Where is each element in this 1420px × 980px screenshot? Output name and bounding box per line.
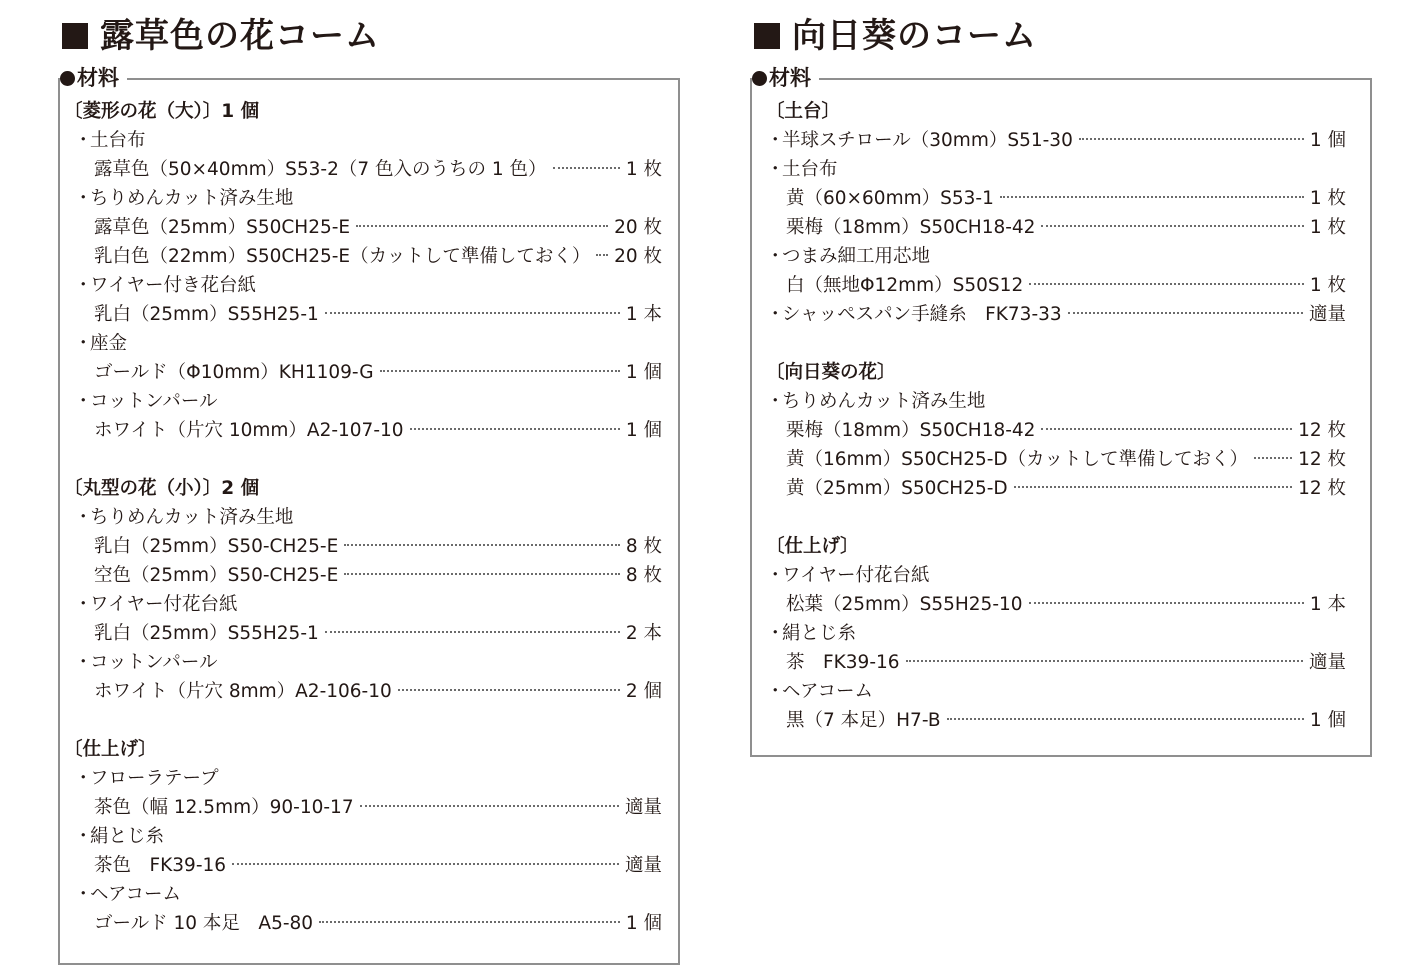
- material-category: [750, 387, 1376, 416]
- material-item-name: 黄（60×60mm）S53-1: [786, 188, 994, 209]
- material-category-label: フローラテープ: [90, 768, 219, 789]
- dotted-leader: [1000, 196, 1304, 198]
- material-category-label: コットンパール: [90, 652, 218, 673]
- materials-label: [60, 64, 127, 92]
- section-title-text: 露草色の花コーム: [100, 16, 380, 56]
- material-item-name: 乳白（25mm）S55H25-1: [94, 623, 319, 644]
- material-item-name: 黄（16mm）S50CH25-D（カットして準備しておく）: [786, 449, 1248, 470]
- dotted-leader: [356, 225, 608, 227]
- material-item: [58, 300, 662, 329]
- group-heading: 〔丸型の花（小）〕2 個: [64, 478, 260, 499]
- material-item: [750, 184, 1346, 213]
- material-quantity: 8 枚: [625, 565, 662, 586]
- material-quantity: 1 個: [625, 913, 662, 934]
- material-item-name: 空色（25mm）S50-CH25-E: [94, 565, 339, 586]
- title-square-icon: [62, 23, 88, 49]
- material-item-name: 栗梅（18mm）S50CH18-42: [786, 217, 1036, 238]
- bullet-dot-icon: ・: [74, 333, 93, 354]
- material-category: [58, 387, 684, 416]
- materials-label-text: 材料: [769, 66, 811, 90]
- dotted-leader: [1254, 457, 1292, 459]
- dotted-leader: [1014, 486, 1292, 488]
- material-category: [58, 764, 684, 793]
- material-quantity: 20 枚: [614, 217, 662, 238]
- bullet-dot-icon: ・: [74, 130, 93, 151]
- bullet-dot-icon: ・: [766, 246, 785, 267]
- material-quantity: 12 枚: [1298, 478, 1346, 499]
- material-category: [58, 184, 684, 213]
- material-item: [750, 590, 1346, 619]
- material-quantity: 8 枚: [625, 536, 662, 557]
- material-category-label: 土台布: [782, 159, 838, 180]
- dotted-leader: [1079, 138, 1304, 140]
- material-item: [58, 561, 662, 590]
- material-category-label: ちりめんカット済み生地: [782, 391, 986, 412]
- material-category-label: ちりめんカット済み生地: [90, 188, 294, 209]
- material-item: [750, 300, 1346, 329]
- material-category: [58, 329, 684, 358]
- bullet-dot-icon: ・: [74, 768, 93, 789]
- group-heading: 〔菱形の花（大）〕1 個: [64, 101, 260, 122]
- group-heading: 〔仕上げ〕: [766, 536, 859, 557]
- bullet-dot-icon: ・: [766, 623, 785, 644]
- bullet-dot-icon: ・: [766, 681, 785, 702]
- material-category: [750, 155, 1376, 184]
- material-category-label: 座金: [90, 333, 128, 354]
- material-quantity: 1 個: [625, 362, 662, 383]
- material-item-name: 露草色（25mm）S50CH25-E: [94, 217, 351, 238]
- material-quantity: 適量: [1308, 652, 1346, 673]
- group-heading: 〔仕上げ〕: [64, 739, 157, 760]
- material-item: [750, 416, 1346, 445]
- material-item-name: ホワイト（片穴 8mm）A2-106-10: [94, 681, 392, 702]
- section-title: [754, 16, 1037, 56]
- material-item-name: 乳白（25mm）S55H25-1: [94, 304, 319, 325]
- materials-label-text: 材料: [77, 66, 119, 90]
- material-category-label: ちりめんカット済み生地: [90, 507, 294, 528]
- material-item: [750, 213, 1346, 242]
- bullet-dot-icon: ・: [74, 652, 93, 673]
- material-item: [750, 271, 1346, 300]
- material-item-name: シャッペスパン手縫糸 FK73-33: [782, 304, 1062, 325]
- material-quantity: 1 枚: [1309, 275, 1346, 296]
- material-item-name: 半球スチロール（30mm）S51-30: [782, 130, 1073, 151]
- material-quantity: 20 枚: [614, 246, 662, 267]
- group-heading: 〔向日葵の花〕: [766, 362, 896, 383]
- dotted-leader: [410, 428, 620, 430]
- material-item-name: 露草色（50×40mm）S53-2（7 色入のうちの 1 色）: [94, 159, 547, 180]
- bullet-dot-icon: ・: [74, 391, 93, 412]
- dotted-leader: [360, 805, 619, 807]
- material-category: [58, 503, 684, 532]
- material-quantity: 12 枚: [1298, 449, 1346, 470]
- material-item-name: 茶色（幅 12.5mm）90-10-17: [94, 797, 354, 818]
- dotted-leader: [344, 573, 620, 575]
- material-item-name: ゴールド（Φ10mm）KH1109-G: [94, 362, 374, 383]
- section-title-text: 向日葵のコーム: [792, 16, 1037, 56]
- material-item-name: 乳白色（22mm）S50CH25-E（カットして準備しておく）: [94, 246, 591, 267]
- material-category: [58, 822, 684, 851]
- bullet-dot-icon: ・: [74, 884, 93, 905]
- material-quantity: 適量: [624, 797, 662, 818]
- material-quantity: 1 個: [1309, 130, 1346, 151]
- material-item: [750, 445, 1346, 474]
- bullet-circle-icon: [60, 71, 75, 86]
- material-category-label: ワイヤー付き花台紙: [90, 275, 256, 296]
- material-item: [58, 909, 662, 938]
- material-item-name: 茶 FK39-16: [786, 652, 900, 673]
- dotted-leader: [906, 660, 1303, 662]
- material-item: [58, 619, 662, 648]
- bullet-circle-icon: [752, 71, 767, 86]
- material-quantity: 1 個: [1309, 710, 1346, 731]
- dotted-leader: [1041, 225, 1303, 227]
- material-item: [58, 851, 662, 880]
- dotted-leader: [325, 631, 620, 633]
- dotted-leader: [596, 254, 608, 256]
- material-quantity: 1 枚: [625, 159, 662, 180]
- section-title: [62, 16, 380, 56]
- material-item-name: 白（無地Φ12mm）S50S12: [786, 275, 1024, 296]
- bullet-dot-icon: ・: [74, 275, 93, 296]
- material-category: [750, 242, 1376, 271]
- material-category-label: ヘアコーム: [90, 884, 182, 905]
- material-item-name: ホワイト（片穴 10mm）A2-107-10: [94, 420, 404, 441]
- material-item-name: 黄（25mm）S50CH25-D: [786, 478, 1008, 499]
- material-item: [58, 793, 662, 822]
- material-item: [750, 648, 1346, 677]
- spacer: [750, 503, 1376, 532]
- material-item-name: 松葉（25mm）S55H25-10: [786, 594, 1023, 615]
- material-item: [750, 474, 1346, 503]
- material-item-name: 乳白（25mm）S50-CH25-E: [94, 536, 339, 557]
- material-item-name: 黒（7 本足）H7-B: [786, 710, 941, 731]
- material-category-label: ワイヤー付花台紙: [90, 594, 238, 615]
- material-category: [58, 126, 684, 155]
- material-category: [750, 619, 1376, 648]
- materials-list: [58, 97, 684, 938]
- material-item: [58, 242, 662, 271]
- material-item: [58, 155, 662, 184]
- bullet-dot-icon: ・: [766, 565, 785, 586]
- material-item-name: ゴールド 10 本足 A5-80: [94, 913, 314, 934]
- material-category: [58, 880, 684, 909]
- spacer: [58, 445, 684, 474]
- material-item-name: 栗梅（18mm）S50CH18-42: [786, 420, 1036, 441]
- material-category-label: ヘアコーム: [782, 681, 874, 702]
- material-quantity: 1 本: [1309, 594, 1346, 615]
- dotted-leader: [380, 370, 620, 372]
- material-category-label: コットンパール: [90, 391, 218, 412]
- material-item: [58, 416, 662, 445]
- material-quantity: 1 個: [625, 420, 662, 441]
- bullet-dot-icon: ・: [766, 391, 785, 412]
- material-category-label: 絹とじ糸: [90, 826, 165, 847]
- material-item: [58, 532, 662, 561]
- material-category: [750, 677, 1376, 706]
- material-item: [58, 358, 662, 387]
- materials-list: [750, 97, 1376, 735]
- dotted-leader: [398, 689, 620, 691]
- material-quantity: 2 本: [625, 623, 662, 644]
- dotted-leader: [319, 921, 620, 923]
- dotted-leader: [553, 167, 620, 169]
- dotted-leader: [1041, 428, 1292, 430]
- material-category-label: 絹とじ糸: [782, 623, 857, 644]
- material-quantity: 適量: [624, 855, 662, 876]
- material-category-label: ワイヤー付花台紙: [782, 565, 930, 586]
- material-category: [58, 648, 684, 677]
- bullet-dot-icon: ・: [766, 304, 785, 325]
- bullet-dot-icon: ・: [766, 130, 785, 151]
- material-quantity: 12 枚: [1298, 420, 1346, 441]
- title-square-icon: [754, 23, 780, 49]
- dotted-leader: [344, 544, 620, 546]
- material-category: [58, 271, 684, 300]
- bullet-dot-icon: ・: [74, 826, 93, 847]
- material-item: [58, 213, 662, 242]
- material-quantity: 1 枚: [1309, 188, 1346, 209]
- group-heading: 〔土台〕: [766, 101, 841, 122]
- dotted-leader: [947, 718, 1304, 720]
- material-item: [58, 677, 662, 706]
- material-category: [750, 561, 1376, 590]
- material-quantity: 1 本: [625, 304, 662, 325]
- material-category-label: 土台布: [90, 130, 146, 151]
- material-quantity: 2 個: [625, 681, 662, 702]
- bullet-dot-icon: ・: [766, 159, 785, 180]
- bullet-dot-icon: ・: [74, 594, 93, 615]
- bullet-dot-icon: ・: [74, 507, 93, 528]
- materials-label: [752, 64, 819, 92]
- material-quantity: 1 枚: [1309, 217, 1346, 238]
- dotted-leader: [1029, 602, 1304, 604]
- material-category-label: つまみ細工用芯地: [782, 246, 931, 267]
- material-category: [58, 590, 684, 619]
- material-item: [750, 706, 1346, 735]
- spacer: [58, 706, 684, 735]
- dotted-leader: [1029, 283, 1304, 285]
- dotted-leader: [325, 312, 620, 314]
- bullet-dot-icon: ・: [74, 188, 93, 209]
- material-item: [750, 126, 1346, 155]
- material-quantity: 適量: [1308, 304, 1346, 325]
- material-item-name: 茶色 FK39-16: [94, 855, 227, 876]
- dotted-leader: [232, 863, 619, 865]
- spacer: [750, 329, 1376, 358]
- dotted-leader: [1068, 312, 1303, 314]
